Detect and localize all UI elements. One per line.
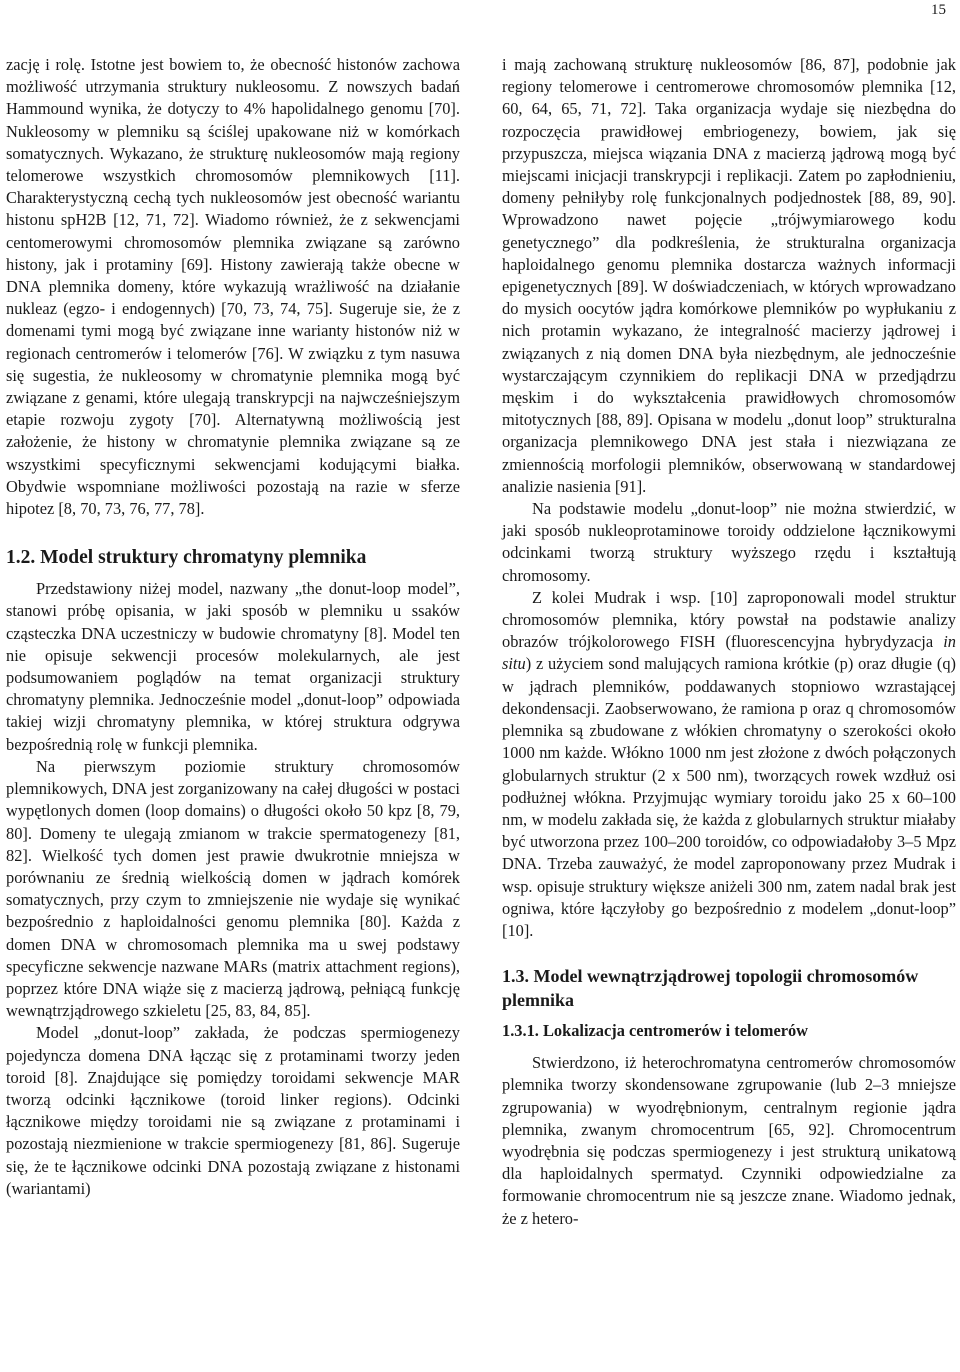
para3-text-b: ) z użyciem sond malujących ramiona krótkie (p) oraz długie (q) w jądrach plemników, poddawanych stopniowo wzrastającej dekondensacji. Zaobserwowano, że ramiona p oraz q chromosomów plemnika są zbudowane z włókien chromatyny o szerokości około 1000 nm każde. Włókno 1000 nm jest złożone z dwóch połączonych globularnych struktur (2 x 500 nm), tworzących rowek wzdłuż osi podłużnej włókna. Przyjmując wymiary toroidu jako 25 x 60–100 nm, w modelu zakłada się, że każda z globularnych struktur miałaby być utworzona przez 100–200 toroidów, co odpowiadałoby 3–5 Mpz DNA. Trzeba zauważyć, że model zaproponowany przez Mudrak i wsp. opisuje struktury większe aniżeli 300 nm, zatem nadal brak jest ogniwa, które łączyłoby go bezpośrednio z modelem „donut-loop” [10].: [502, 654, 956, 940]
right-paragraph-1: i mają zachowaną strukturę nukleosomów [86, 87], podobnie jak regiony telomerowe i centromerowe chromosomów plemnika [12, 60, 64, 65, 71, 72]. Taka organizacja wydaje się niezbędna do rozpoczęcia prawidłowej embriogenezy, bowiem, jak się przypuszcza, miejsca wiązania DNA z macierzą jądrową mogą być miejscami inicjacji transkrypcji i replikacji. Zatem po zapłodnieniu, domeny pełniłyby rolę funkcjonalnych podjednostek [88, 89, 90]. Wprowadzono nawet pojęcie „trójwymiarowego kodu genetycznego” dla podkreślenia, że strukturalna organizacja haploidalnego genomu plemnika dostarcza ważnych informacji epigenetycznych [89]. W doświadczeniach, w których wprowadzano do mysich oocytów jądra komórkowe plemników po wypłukaniu z nich protamin wykazano, że integralność macierzy jądrowej i związanych z nią domen DNA była niezbędnym, ale jednocześnie wystarczającym czynnikiem do replikacji DNA w przedjądrzu męskim i do wykształcenia prawidłowych chromosomów mitotycznych [88, 89]. Opisana w modelu „donut loop” strukturalna organizacja plemnikowego DNA jest stała i niezwiązana ze zmiennością morfologii plemników, obserwowaną w standardowej analizie nasienia [91].: [502, 55, 956, 496]
left-paragraph-1: zację i rolę. Istotne jest bowiem to, że obecność histonów zachowa możliwość utrzymania struktury nukleosomu. Z nowszych badań Hammound wynika, że dotyczy to 4% hapolidalnego genomu [70]. Nukleosomy w plemniku są ściślej upakowane niż w komórkach somatycznych. Wykazano, że strukturę nukleosomów mają regiony telomerowe wszystkich chromosomów plemnikowych [11]. Charakterystyczną cechą tych nukleosomów jest obecność wariantu histonu spH2B [12, 71, 72]. Wiadomo również, że z sekwencjami centomerowymi chromosomów plemnika związane są zarówno histony, jak i protaminy [69]. Histony zawierają także obecne w DNA plemnika domeny, które wykazują wrażliwość na działanie nukleaz (egzo- i endogennych) [70, 73, 74, 75]. Sugeruje sie, że z domenami tymi mogą być związane inne warianty histonów niż w regionach centromerów i telomerów [76]. W związku z tym nasuwa się sugestia, że nukleosomy w chromatynie plemnika mogą być związane z genami, które ulegają transkrypcji na najwcześniejszym etapie rozwoju zygoty [70]. Alternatywną możliwością jest założenie, że histony w chromatynie plemnika związane są ze wszystkimi specyficznymi sekwencjami kodującymi białka. Obydwie wspomniane możliwości pozostają na razie w sferze hipotez [8, 70, 73, 76, 77, 78].: [6, 55, 460, 519]
right-paragraph-4: Stwierdzono, iż heterochromatyna centromerów chromosomów plemnika tworzy skondensowane zgrupowanie (lub 2–3 mniejsze zgrupowania) w wyodrębnionym, centralnym regionie jądra plemnika, zwanym chromocentrum [65, 92]. Chromocentrum wyodrębnia się podczas spermiogenezy i jest strukturą unikatową dla haploidalnych spermatyd. Czynniki odpowiedzialne za formowanie chromocentrum nie są jeszcze znane. Wiadomo jednak, że z hetero-: [502, 1053, 956, 1228]
subsection-heading-1-3-1: 1.3.1. Lokalizacja centromerów i telomerów: [502, 1021, 809, 1041]
left-column: [6, 54, 460, 1200]
section-heading-1-3: 1.3. Model wewnątrzjądrowej topologii chromosomów plemnika: [502, 966, 919, 1011]
right-column: [502, 54, 956, 1230]
right-paragraph-3: [502, 587, 956, 942]
para3-italic: in situ: [502, 632, 956, 674]
left-paragraph-4: Model „donut-loop” zakłada, że podczas spermiogenezy pojedyncza domena DNA łącząc się z protaminami tworzy jeden toroid [8]. Znajdujące się pomiędzy toroidami sekwencje MAR tworzą odcinki łącznikowe (toroid linker regions). Odcinki łącznikowe między toroidami nie są związane z protaminami i pozostają niezmienione w trakcie spermiogenezy [81, 86]. Sugeruje się, że te łącznikowe odcinki DNA pozostają związane z histonami (wariantami): [6, 1023, 460, 1198]
section-heading-1-2: 1.2. Model struktury chromatyny plemnika: [6, 547, 367, 569]
left-paragraph-2: Przedstawiony niżej model, nazwany „the donut-loop model”, stanowi próbę opisania, w jaki sposób w plemniku u ssaków cząsteczka DNA uczestniczy w budowie chromatyny [8]. Model ten nie opisuje sekwencji procesów molekularnych, ale jest podsumowaniem poglądów na temat organizacji struktury chromatyny plemnika. Jednocześnie model „donut-loop” odpowiada takiej wizji chromatyny plemnika, w której struktura odgrywa bezpośrednią rolę w funkcji plemnika.: [6, 579, 460, 754]
left-paragraph-3: Na pierwszym poziomie struktury chromosomów plemnikowych, DNA jest zorganizowany na całej długości w postaci wypętlonych domen (loop domains) o długości około 50 kpz [8, 79, 80]. Domeny te ulegają zmianom w trakcie spermatogenezy [81, 82]. Wielkość tych domen jest prawie dwukrotnie mniejsza w porównaniu ze średnią wielkością domen w jądrach komórek somatycznych, przy czym to zmniejszenie nie wydaje się wynikać bezpośrednio z haploidalności genomu plemnika [80]. Każda z domen DNA w chromosomach plemnika ma u swej podstawy specyficzne sekwencje nazwane MARs (matrix attachment regions), poprzez które DNA wiąże się z macierzą jądrową, pełniącą funkcję wewnątrzjądrowego szkieletu [25, 83, 84, 85].: [6, 756, 460, 1021]
page-number: 15: [931, 2, 946, 18]
right-paragraph-2: Na podstawie modelu „donut-loop” nie można stwierdzić, w jaki sposób nukleoprotaminowe toroidy oddzielone łącznikowymi odcinkami tworzą struktury wyższego rzędu i kształtują chromosomy.: [502, 499, 956, 585]
para3-text-a: Z kolei Mudrak i wsp. [10] zaproponowali model struktur chromosomów plemnika, który powstał na podstawie analizy obrazów trójkolorowego FISH (fluorescencyjna hybrydyzacja: [502, 587, 956, 652]
